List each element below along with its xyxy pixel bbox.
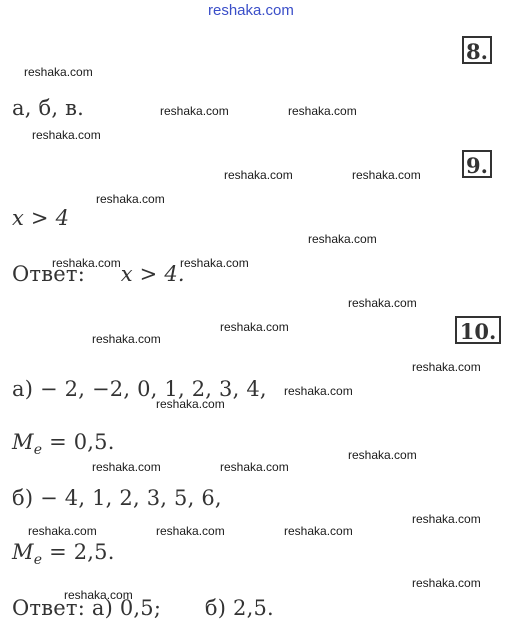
answer-line-8: а, б, в. bbox=[12, 96, 84, 120]
task-number-8-text: 8 bbox=[466, 39, 481, 64]
task-number-9 bbox=[462, 150, 492, 178]
median-a-value: = 0,5. bbox=[42, 430, 115, 454]
watermark: reshaka.com bbox=[96, 192, 165, 206]
task-number-8 bbox=[462, 36, 492, 64]
watermark: reshaka.com bbox=[156, 524, 225, 538]
watermark: reshaka.com bbox=[348, 448, 417, 462]
median-b-var: M bbox=[12, 540, 34, 564]
median-b-sub: e bbox=[33, 552, 43, 569]
task-number-9-text: 9 bbox=[466, 153, 481, 178]
median-a-sub: e bbox=[33, 442, 43, 459]
task-number-10-text: 10 bbox=[459, 319, 489, 344]
watermark: reshaka.com bbox=[28, 524, 97, 538]
watermark: reshaka.com bbox=[412, 512, 481, 526]
watermark: reshaka.com bbox=[156, 397, 225, 411]
answer-label-9: Ответ: bbox=[12, 262, 85, 286]
watermark: reshaka.com bbox=[92, 460, 161, 474]
watermark: reshaka.com bbox=[180, 256, 249, 270]
task-number-8-dot: . bbox=[480, 39, 488, 64]
answer-line-10 bbox=[12, 596, 274, 620]
task-number-10 bbox=[455, 316, 501, 344]
watermark: reshaka.com bbox=[220, 460, 289, 474]
median-a-line bbox=[12, 430, 115, 458]
median-b-value: = 2,5. bbox=[42, 540, 115, 564]
task-number-9-dot: . bbox=[480, 153, 488, 178]
task-number-10-dot: . bbox=[488, 319, 497, 344]
answer-b-10: б) 2,5. bbox=[204, 596, 274, 620]
watermark-top: reshaka.com bbox=[208, 2, 294, 19]
median-a-var: M bbox=[12, 430, 34, 454]
series-b-line: б) − 4, 1, 2, 3, 5, 6, bbox=[12, 486, 222, 510]
series-a-line: а) − 2, −2, 0, 1, 2, 3, 4, bbox=[12, 377, 267, 401]
inequality-line bbox=[12, 206, 69, 230]
watermark: reshaka.com bbox=[92, 332, 161, 346]
inequality-text: x > 4 bbox=[12, 206, 70, 230]
median-b-line bbox=[12, 540, 115, 568]
watermark: reshaka.com bbox=[348, 296, 417, 310]
watermark: reshaka.com bbox=[352, 168, 421, 182]
watermark: reshaka.com bbox=[64, 588, 133, 602]
watermark: reshaka.com bbox=[284, 384, 353, 398]
watermark: reshaka.com bbox=[224, 168, 293, 182]
watermark: reshaka.com bbox=[32, 128, 101, 142]
watermark: reshaka.com bbox=[412, 576, 481, 590]
watermark: reshaka.com bbox=[412, 360, 481, 374]
watermark: reshaka.com bbox=[52, 256, 121, 270]
watermark: reshaka.com bbox=[220, 320, 289, 334]
watermark: reshaka.com bbox=[288, 104, 357, 118]
answer-label-10: Ответ: bbox=[12, 596, 85, 620]
answer-value-9: x > 4. bbox=[120, 262, 185, 286]
watermark: reshaka.com bbox=[308, 232, 377, 246]
watermark: reshaka.com bbox=[24, 65, 93, 79]
watermark: reshaka.com bbox=[284, 524, 353, 538]
watermark: reshaka.com bbox=[160, 104, 229, 118]
answer-a-10: а) 0,5; bbox=[91, 596, 162, 620]
